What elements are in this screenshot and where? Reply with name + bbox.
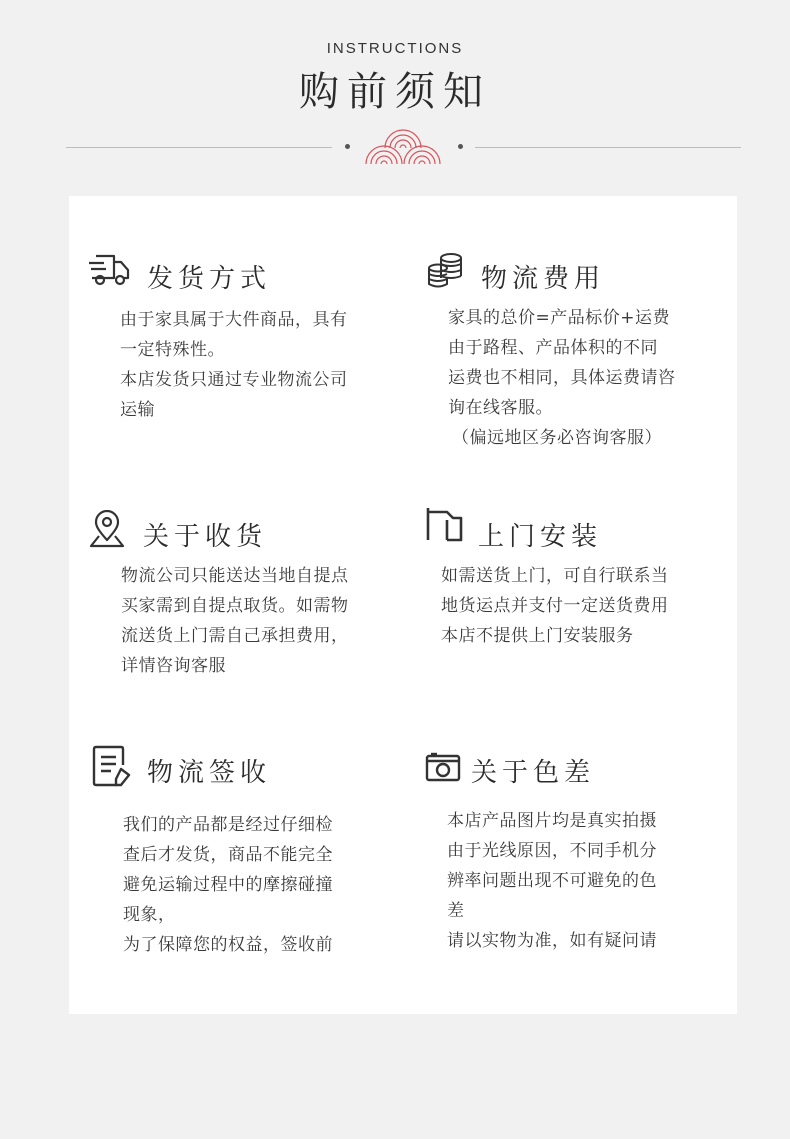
body-line: 本店发货只通过专业物流公司 <box>120 370 348 390</box>
body-line: 辨率问题出现不可避免的色 <box>447 871 657 891</box>
section-body <box>120 305 348 425</box>
body-line: 流送货上门需自己承担费用， <box>121 626 349 646</box>
wave-ornament-icon <box>364 126 442 166</box>
section-color-difference <box>403 736 737 1006</box>
header-subtitle: INSTRUCTIONS <box>326 40 464 57</box>
divider-dot-left <box>345 144 350 149</box>
header <box>0 0 790 180</box>
body-line: 本店产品图片均是真实拍摄 <box>447 811 657 831</box>
instructions-card <box>69 196 737 1014</box>
body-line: （偏远地区务必咨询客服） <box>452 428 662 448</box>
body-line: 询在线客服。 <box>448 398 553 418</box>
divider-dot-right <box>458 144 463 149</box>
section-body <box>123 810 333 960</box>
camera-icon <box>425 752 461 782</box>
body-line: 避免运输过程中的摩擦碰撞 <box>123 875 333 895</box>
body-line: 现象， <box>123 905 176 925</box>
divider-line-right <box>475 147 741 148</box>
section-shipping-cost <box>403 196 737 456</box>
body-line: 运费也不相同，具体运费请咨 <box>448 368 676 388</box>
body-line: 运输 <box>120 400 155 420</box>
body-line: 本店不提供上门安装服务 <box>441 626 634 646</box>
door-install-icon <box>425 506 465 542</box>
body-line: 物流公司只能送达当地自提点 <box>121 566 349 586</box>
coins-icon <box>427 252 465 290</box>
section-delivery-signing <box>69 736 403 1006</box>
section-body <box>447 806 657 956</box>
body-line: 买家需到自提点取货。如需物 <box>121 596 349 616</box>
section-title: 物流签收 <box>147 758 272 788</box>
location-pin-icon <box>88 510 126 548</box>
body-line: 详情咨询客服 <box>121 656 226 676</box>
body-line: 差 <box>447 901 465 921</box>
body-line: 地货运点并支付一定送货费用 <box>441 596 669 616</box>
section-shipping-method <box>69 196 403 456</box>
document-sign-icon <box>91 745 133 787</box>
section-title: 上门安装 <box>478 522 603 552</box>
section-title: 关于收货 <box>143 522 268 552</box>
body-line: 家具的总价=产品标价+运费 <box>448 308 670 328</box>
page-title: 购前须知 <box>299 69 491 115</box>
section-installation <box>403 496 737 726</box>
section-body <box>121 561 349 681</box>
section-receiving <box>69 496 403 726</box>
body-line: 为了保障您的权益，签收前 <box>123 935 333 955</box>
body-line: 由于家具属于大件商品，具有 <box>120 310 348 330</box>
body-line: 一定特殊性。 <box>120 340 225 360</box>
section-body <box>448 303 676 453</box>
body-line: 由于路程、产品体积的不同 <box>448 338 658 358</box>
body-line: 查后才发货，商品不能完全 <box>123 845 333 865</box>
body-line: 请以实物为准，如有疑问请 <box>447 931 657 951</box>
section-title: 物流费用 <box>481 264 606 294</box>
body-line: 我们的产品都是经过仔细检 <box>123 815 333 835</box>
section-body <box>441 561 669 651</box>
divider-line-left <box>66 147 332 148</box>
section-title: 发货方式 <box>147 264 272 294</box>
section-title: 关于色差 <box>471 758 596 788</box>
body-line: 如需送货上门，可自行联系当 <box>441 566 669 586</box>
truck-icon <box>88 252 130 288</box>
body-line: 由于光线原因，不同手机分 <box>447 841 657 861</box>
